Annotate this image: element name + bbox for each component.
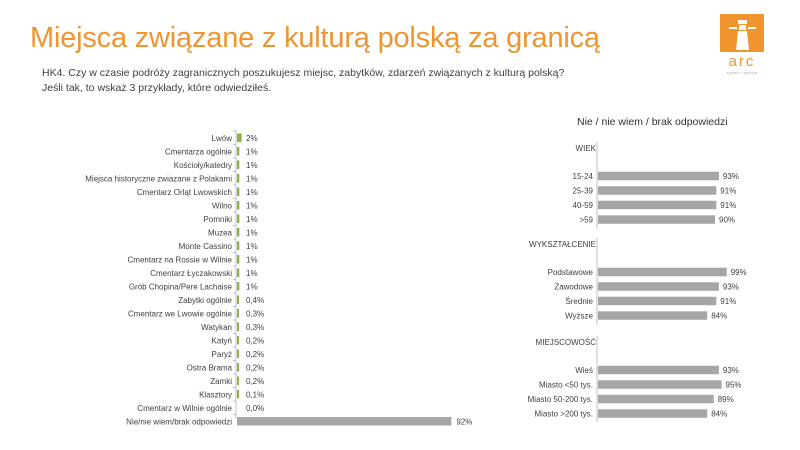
- right-group-header: MIEJSCOWOŚĆ: [535, 338, 596, 347]
- left-bar: [237, 174, 239, 183]
- right-category-label: Zawodowe: [554, 282, 593, 292]
- left-bar: [237, 350, 239, 359]
- right-value-label: 93%: [722, 172, 739, 181]
- left-value-label: 1%: [246, 187, 258, 197]
- left-category-label: Lwów: [211, 133, 232, 143]
- right-bar: [598, 380, 722, 389]
- logo-tagline: rynek i opinia: [726, 70, 758, 75]
- left-value-label: 0,2%: [246, 336, 265, 346]
- left-value-label: 0,4%: [246, 295, 265, 305]
- right-bar: [598, 297, 716, 306]
- right-value-label: 93%: [722, 282, 739, 292]
- left-value-label: 1%: [246, 214, 258, 224]
- left-category-label: Monte Cassino: [178, 241, 232, 251]
- left-category-label: Miejsca historyczne zwiazane z Polakami: [85, 174, 232, 184]
- right-group-header: WIEK: [575, 144, 596, 153]
- left-value-label: 2%: [246, 133, 258, 143]
- left-category-label: Kościoły/katedry: [173, 160, 232, 170]
- right-value-label: 84%: [711, 311, 728, 321]
- left-bar: [237, 188, 239, 197]
- left-category-label: Cmentarza ogólnie: [164, 147, 232, 157]
- right-bar: [598, 395, 714, 404]
- right-bar: [598, 201, 716, 210]
- left-value-label: 0,3%: [246, 322, 265, 332]
- right-value-label: 91%: [720, 297, 737, 306]
- right-category-label: Wyższe: [565, 311, 593, 321]
- right-bar: [598, 215, 715, 224]
- left-category-label: Cmentarz na Rossie w Wilnie: [127, 255, 232, 265]
- right-category-label: Średnie: [565, 297, 593, 306]
- right-value-label: 93%: [722, 366, 739, 375]
- left-bar: [237, 215, 239, 224]
- left-category-label: Zabytki ogólnie: [178, 295, 232, 305]
- right-category-label: 40-59: [572, 201, 593, 210]
- left-value-label: 1%: [246, 201, 258, 211]
- left-bar: [237, 323, 239, 332]
- left-category-label: Pomniki: [203, 214, 232, 224]
- left-bar: [237, 228, 239, 237]
- left-bar: [237, 296, 239, 305]
- left-bar: [237, 134, 242, 143]
- left-bar: [237, 363, 239, 372]
- right-bar: [598, 186, 716, 195]
- right-value-label: 91%: [720, 201, 737, 210]
- left-category-label: Zamki: [210, 376, 232, 386]
- left-value-label: 0,2%: [246, 376, 265, 386]
- left-bar: [237, 242, 239, 251]
- left-value-label: 1%: [246, 228, 258, 238]
- right-category-label: Miasto <50 tys.: [538, 380, 593, 390]
- left-bar: [237, 269, 239, 278]
- left-bar: [237, 161, 239, 170]
- left-bar: [237, 390, 239, 399]
- right-bar: [598, 172, 719, 181]
- right-bar: [598, 311, 707, 320]
- right-value-label: 84%: [711, 409, 728, 419]
- right-category-label: Podstawowe: [547, 268, 593, 277]
- left-bar: [237, 282, 239, 291]
- page-title: Miejsca związane z kulturą polską za granicą: [30, 22, 600, 54]
- right-value-label: 89%: [717, 395, 734, 404]
- left-value-label: 0,2%: [246, 363, 265, 373]
- left-value-label: 1%: [246, 174, 258, 184]
- left-bar: [237, 147, 239, 156]
- question-line-1: HK4. Czy w czasie podróży zagranicznych poszukujesz miejsc, zabytków, zdarzeń związanych z kulturą polską?: [42, 67, 565, 79]
- right-category-label: >59: [579, 215, 593, 225]
- left-value-label: 1%: [246, 160, 258, 170]
- left-category-label: Watykan: [201, 322, 232, 332]
- left-value-label: 0,3%: [246, 309, 265, 319]
- left-value-label: 92%: [456, 417, 473, 427]
- left-category-label: Grób Chopina/Pere Lachaise: [128, 282, 232, 292]
- right-bar: [598, 282, 719, 291]
- left-category-label: Paryż: [211, 349, 232, 359]
- left-value-label: 1%: [246, 255, 258, 265]
- left-bar: [237, 201, 239, 210]
- left-value-label: 1%: [246, 241, 258, 251]
- left-category-label: Nie/nie wiem/brak odpowiedzi: [126, 417, 232, 427]
- left-value-label: 1%: [246, 268, 258, 278]
- right-category-label: 15-24: [572, 172, 593, 181]
- left-category-label: Cmentarz Łyczakowski: [150, 268, 232, 278]
- right-group-header: WYKSZTAŁCENIE: [529, 240, 596, 249]
- right-chart-subtitle: Nie / nie wiem / brak odpowiedzi: [577, 116, 728, 128]
- right-value-label: 90%: [719, 215, 736, 225]
- left-value-label: 1%: [246, 147, 258, 157]
- question-line-2: Jeśli tak, to wskaż 3 przykłady, które odwiedziłeś.: [42, 82, 272, 94]
- left-category-label: Cmentarz we Lwowie ogólnie: [127, 309, 232, 319]
- left-category-label: Katyń: [211, 336, 232, 346]
- left-category-label: Muzea: [207, 228, 232, 238]
- left-value-label: 0,0%: [246, 403, 265, 413]
- right-category-label: 25-39: [572, 186, 593, 196]
- right-bar: [598, 366, 719, 375]
- right-value-label: 99%: [730, 268, 747, 277]
- right-bar: [598, 409, 707, 418]
- right-category-label: Miasto 50-200 tys.: [527, 395, 593, 404]
- left-value-label: 0,1%: [246, 390, 265, 400]
- left-value-label: 0,2%: [246, 349, 265, 359]
- left-category-label: Cmentarz w Wilnie ogólnie: [137, 403, 232, 413]
- left-category-label: Wilno: [211, 201, 232, 211]
- left-bar: [237, 255, 239, 264]
- right-bar: [598, 268, 727, 277]
- left-category-label: Ostra Brama: [186, 363, 232, 373]
- right-category-label: Miasto >200 tys.: [534, 409, 593, 419]
- left-category-label: Cmentarz Orląt Lwowskich: [136, 187, 232, 197]
- logo-wordmark: arc: [728, 53, 756, 70]
- left-value-label: 1%: [246, 282, 258, 292]
- left-bar: [237, 417, 451, 426]
- right-value-label: 95%: [725, 380, 742, 390]
- right-category-label: Wieś: [575, 366, 593, 375]
- left-bar: [237, 377, 239, 386]
- right-value-label: 91%: [720, 186, 737, 196]
- left-bar: [237, 336, 239, 345]
- left-category-label: Klasztory: [199, 390, 232, 400]
- left-bar: [237, 309, 239, 318]
